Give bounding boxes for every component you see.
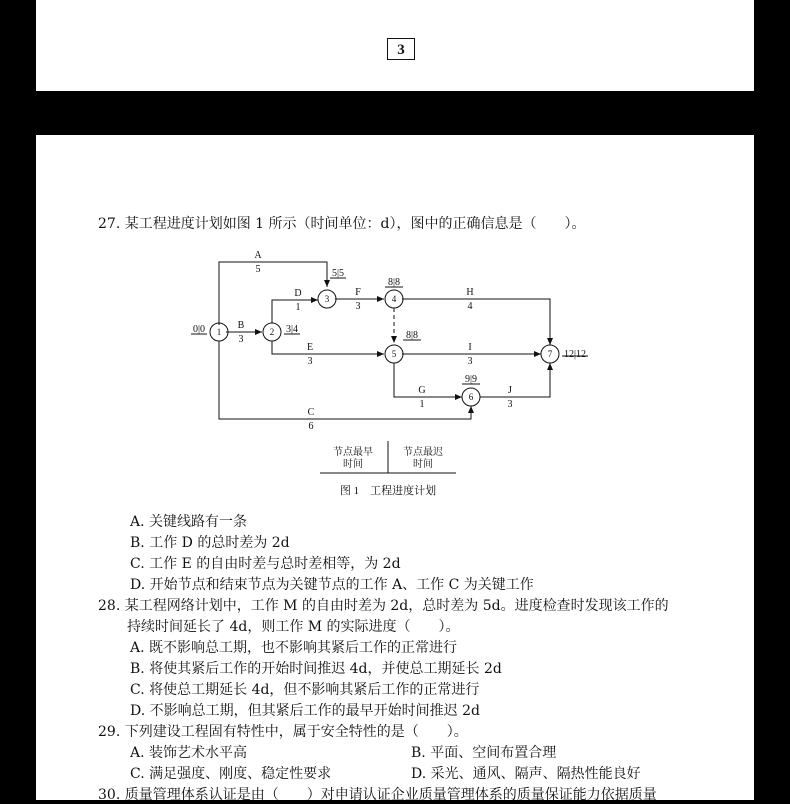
q28-option-c: C. 将使总工期延长 4d，但不影响其紧后工作的正常进行 [130, 682, 480, 698]
activity-B-duration: 3 [238, 334, 244, 345]
legend-right-top: 节点最迟 [403, 447, 443, 458]
arrow-C [219, 341, 471, 419]
q29-option-c: C. 满足强度、刚度、稳定性要求 [130, 766, 332, 782]
network-diagram [36, 135, 754, 505]
node-6-label: 6 [468, 392, 474, 402]
q27-option-b: B. 工作 D 的总时差为 2d [130, 535, 290, 551]
activity-F-name: F [355, 287, 361, 298]
activity-J-duration: 3 [507, 399, 513, 410]
figure-caption: 图 1 工程进度计划 [339, 485, 437, 497]
time-node-6: 9|9 [464, 374, 478, 385]
activity-B-name: B [237, 320, 245, 331]
node-1-label: 1 [216, 327, 222, 337]
q29-stem: 29. 下列建设工程固有特性中，属于安全特性的是（ ）。 [98, 724, 468, 740]
activity-D-duration: 1 [295, 302, 301, 313]
arrow-H [402, 299, 550, 345]
activity-J-name: J [508, 385, 512, 396]
activity-A-duration: 5 [255, 264, 261, 275]
time-node-3: 5|5 [331, 268, 345, 279]
q27-stem: 27. 某工程进度计划如图 1 所示（时间单位：d），图中的正确信息是（ ）。 [98, 216, 586, 232]
legend-right-bottom: 时间 [413, 459, 433, 470]
arrow-A [219, 262, 327, 325]
activity-E-duration: 3 [307, 356, 313, 367]
node-4-label: 4 [391, 294, 397, 304]
activity-G-duration: 1 [419, 399, 425, 410]
node-5-label: 5 [391, 349, 397, 359]
activity-I-duration: 3 [467, 356, 473, 367]
activity-H-name: H [466, 287, 474, 298]
activity-G-name: G [418, 385, 426, 396]
time-node-2: 3|4 [285, 324, 299, 335]
previous-page-bottom [36, 0, 754, 91]
q28-option-d: D. 不影响总工期，但其紧后工作的最早开始时间推迟 2d [130, 703, 480, 719]
activity-E-name: E [306, 342, 314, 353]
legend-left-bottom: 时间 [343, 459, 363, 470]
activity-A-name: A [254, 250, 262, 261]
legend-left-top: 节点最早 [333, 447, 373, 458]
q28-option-b: B. 将使其紧后工作的开始时间推迟 4d，并使总工期延长 2d [130, 661, 502, 677]
activity-F-duration: 3 [355, 301, 361, 312]
q28-stem-line2: 持续时间延长了 4d，则工作 M 的实际进度（ ）。 [127, 619, 460, 635]
exam-page [36, 135, 754, 803]
time-node-1: 0|0 [192, 324, 206, 335]
arrow-G [394, 363, 462, 397]
activity-H-duration: 4 [467, 301, 473, 312]
q27-option-c: C. 工作 E 的自由时差与总时差相等，为 2d [130, 556, 401, 572]
page-number: 3 [387, 38, 415, 60]
activity-D-name: D [294, 288, 302, 299]
activity-I-name: I [468, 342, 472, 353]
time-node-7: 12|12 [563, 349, 587, 360]
arrow-J [480, 363, 550, 397]
node-7-label: 7 [547, 349, 553, 359]
q28-option-a: A. 既不影响总工期，也不影响其紧后工作的正常进行 [130, 640, 458, 656]
time-node-5: 8|8 [405, 330, 419, 341]
arrow-E [272, 341, 384, 354]
q27-option-d: D. 开始节点和结束节点为关键节点的工作 A、工作 C 为关键工作 [130, 577, 534, 593]
node-3-label: 3 [324, 294, 330, 304]
q30-stem: 30. 质量管理体系认证是由（ ）对申请认证企业质量管理体系的质量保证能力依据质量 [98, 787, 657, 803]
activity-C-name: C [307, 407, 315, 418]
q27-option-a: A. 关键线路有一条 [130, 514, 248, 530]
q29-option-d: D. 采光、通风、隔声、隔热性能良好 [411, 766, 641, 782]
time-node-4: 8|8 [387, 277, 401, 288]
node-2-label: 2 [269, 327, 275, 337]
q29-option-a: A. 装饰艺术水平高 [130, 745, 248, 761]
activity-C-duration: 6 [308, 421, 314, 432]
q28-stem-line1: 28. 某工程网络计划中，工作 M 的自由时差为 2d，总时差为 5d。进度检查时发现该工作的 [98, 598, 669, 614]
q29-option-b: B. 平面、空间布置合理 [411, 745, 557, 761]
